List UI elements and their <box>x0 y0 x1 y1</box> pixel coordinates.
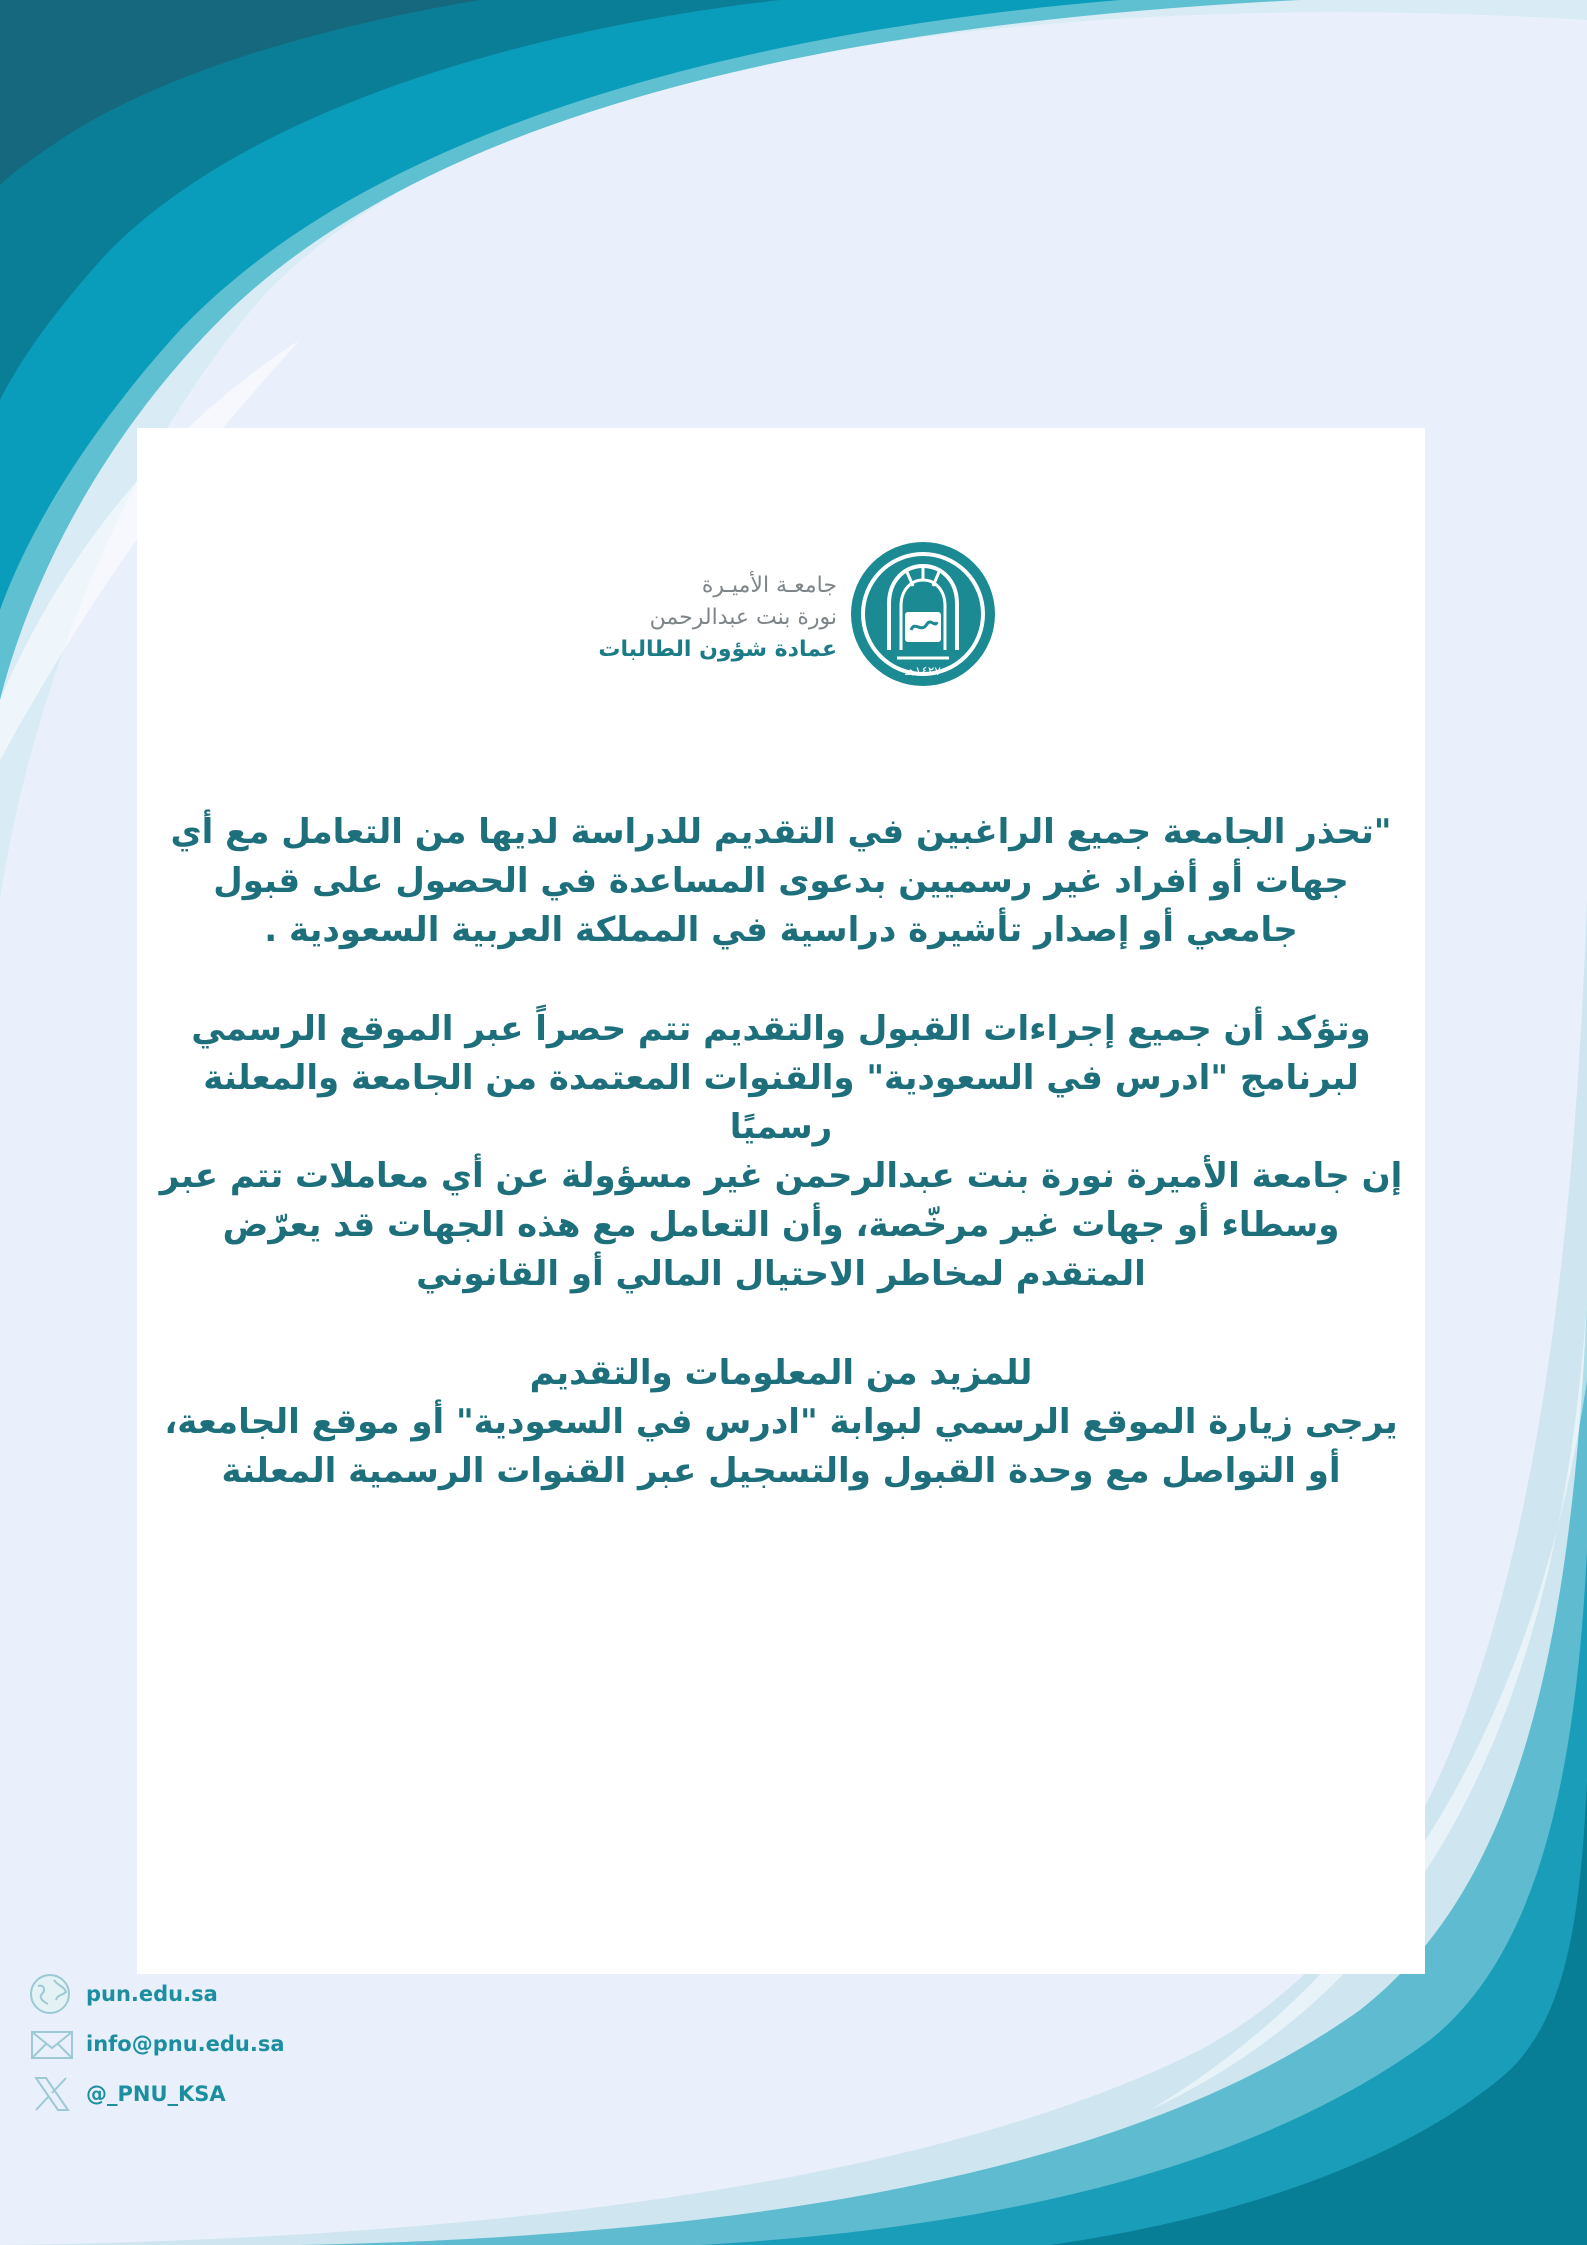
confirmation-paragraph-1: وتؤكد أن جميع إجراءات القبول والتقديم تتم حصراً عبر الموقع الرسمي لبرنامج "ادرس في السعودية" والقنوات المعتمدة من الجامعة والمعلنة رسميًا <box>191 1009 1371 1147</box>
contact-x[interactable] <box>28 2072 328 2122</box>
globe-icon <box>28 1972 74 2016</box>
x-handle-link[interactable]: @_PNU_KSA <box>86 2082 226 2106</box>
x-logo-icon <box>28 2072 74 2116</box>
more-info-heading: للمزيد من المعلومات والتقديم <box>529 1353 1033 1393</box>
contact-list <box>28 1972 328 2122</box>
warning-paragraph: "تحذر الجامعة جميع الراغبين في التقديم للدراسة لديها من التعامل مع أي جهات أو أفراد غير رسميين بدعوى المساعدة في الحصول على قبول جامعي أو إصدار تأشيرة دراسية في المملكة العربية السعودية . <box>170 812 1392 950</box>
university-logo <box>577 540 997 690</box>
contact-website[interactable] <box>28 1972 328 2022</box>
mail-icon <box>28 2022 74 2066</box>
university-name-line1: جامعـة الأميـرة <box>701 573 837 598</box>
university-name-line2: نورة بنت عبدالرحمن <box>649 605 837 630</box>
notice-card <box>137 428 1425 1974</box>
svg-text:١٤٢٧هـ: ١٤٢٧هـ <box>905 664 941 678</box>
more-info-paragraph: يرجى زيارة الموقع الرسمي لبوابة "ادرس في السعودية" أو موقع الجامعة، أو التواصل مع وحدة القبول والتسجيل عبر القنوات الرسمية المعلنة <box>164 1402 1398 1491</box>
confirmation-paragraph-2: إن جامعة الأميرة نورة بنت عبدالرحمن غير مسؤولة عن أي معاملات تتم عبر وسطاء أو جهات غير مرخّصة، وأن التعامل مع هذه الجهات قد يعرّض المتقدم لمخاطر الاحتيال المالي أو القانوني <box>159 1156 1403 1294</box>
notice-text <box>157 808 1405 1496</box>
deanship-name: عمادة شؤون الطالبات <box>598 637 837 662</box>
website-link[interactable]: pun.edu.sa <box>86 1982 218 2006</box>
email-link[interactable]: info@pnu.edu.sa <box>86 2032 285 2056</box>
pnu-emblem-icon <box>849 540 997 688</box>
contact-email[interactable] <box>28 2022 328 2072</box>
logo-wordmark <box>577 570 837 666</box>
